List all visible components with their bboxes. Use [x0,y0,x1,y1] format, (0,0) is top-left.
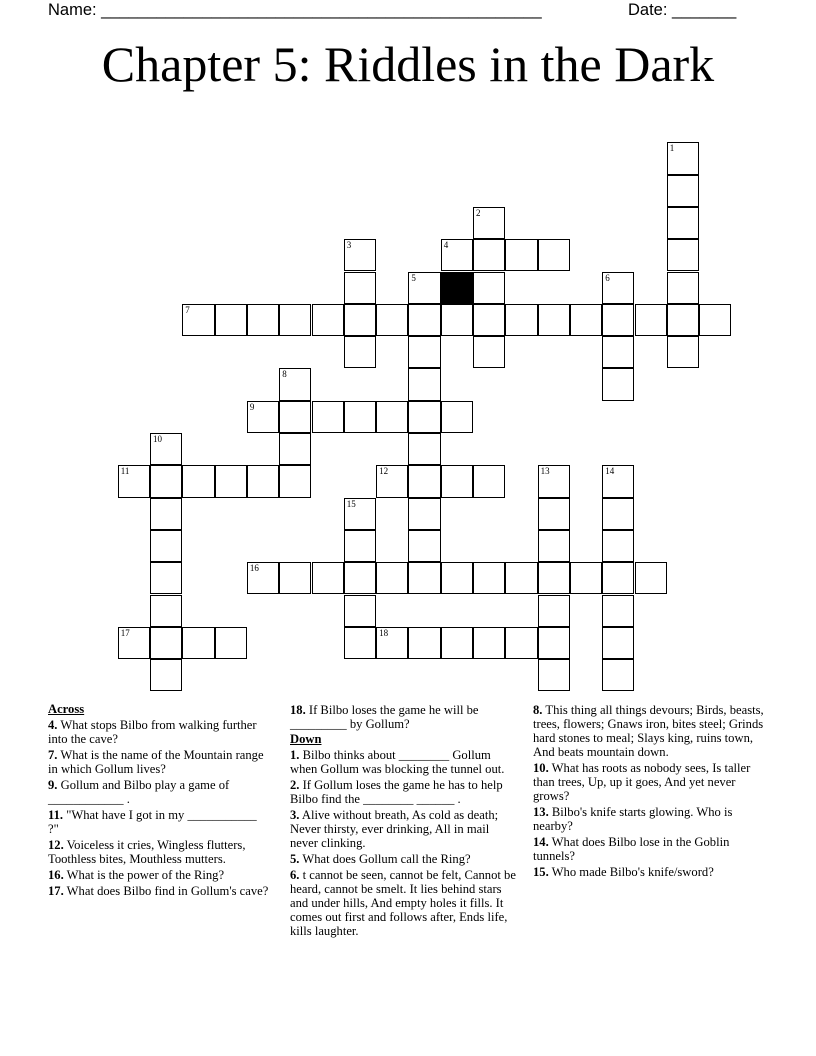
clue-item-number: 4. [48,718,58,732]
crossword-cell[interactable] [182,465,214,497]
crossword-cell[interactable] [602,562,634,594]
across-clue-list [48,718,270,898]
clue-number: 4 [443,240,449,251]
crossword-cell[interactable] [279,433,311,465]
clue-item-text: What stops Bilbo from walking further into the cave? [48,718,257,746]
crossword-cell[interactable] [667,304,699,336]
crossword-cell[interactable] [150,562,182,594]
clue-item-number: 8. [533,703,543,717]
date-field-label: Date: _______ [628,1,737,19]
clue-item-text: What does Gollum call the Ring? [299,852,471,866]
down-heading: Down [290,732,322,746]
clue-item-text: What is the power of the Ring? [63,868,225,882]
clue-item-number: 17. [48,884,64,898]
clue-item [48,884,270,898]
clue-item-text: If Gollum loses the game he has to help Bilbo find the ________ ______ . [290,778,503,806]
crossword-cell[interactable] [344,530,376,562]
crossword-cell[interactable] [279,562,311,594]
clue-number: 5 [411,272,416,283]
clue-item-text: Gollum and Bilbo play a game of ____________ . [48,778,230,806]
clue-number: 6 [605,272,610,283]
clue-item-number: 14. [533,835,549,849]
page-title: Chapter 5: Riddles in the Dark [101,36,715,92]
clue-item [290,808,520,850]
crossword-cell[interactable] [473,465,505,497]
crossword-cell[interactable] [408,627,440,659]
clue-item [533,865,773,879]
clue-number: 12 [379,466,389,477]
crossword-cell[interactable] [602,627,634,659]
clue-item-number: 13. [533,805,549,819]
crossword-cell[interactable] [150,659,182,691]
crossword-cell[interactable] [441,401,473,433]
clue-item [533,761,773,803]
clue-item [533,703,773,759]
crossword-block-cell [441,272,473,304]
crossword-cell[interactable] [247,304,279,336]
crossword-cell[interactable] [344,627,376,659]
crossword-cell[interactable] [408,498,440,530]
down-clue-list-continued [533,703,773,879]
crossword-cell[interactable] [215,627,247,659]
clue-item [533,835,773,863]
clue-number: 8 [282,369,287,380]
crossword-cell[interactable] [344,401,376,433]
crossword-cell[interactable] [150,595,182,627]
crossword-cell[interactable] [667,175,699,207]
crossword-cell[interactable] [538,627,570,659]
crossword-cell[interactable] [505,627,537,659]
clue-item-text: Bilbo's knife starts glowing. Who is nearby? [533,805,733,833]
crossword-cell[interactable] [279,304,311,336]
crossword-cell[interactable] [570,304,602,336]
crossword-cell[interactable] [699,304,731,336]
crossword-cell[interactable] [247,401,279,433]
crossword-cell[interactable] [376,304,408,336]
clue-item-text: What does Bilbo lose in the Goblin tunnels? [533,835,730,863]
clue-number: 3 [346,240,352,251]
crossword-cell[interactable] [279,401,311,433]
crossword-cell[interactable] [376,401,408,433]
crossword-cell[interactable] [408,368,440,400]
crossword-cell[interactable] [441,304,473,336]
clue-item-text: What is the name of the Mountain range in which Gollum lives? [48,748,264,776]
crossword-cell[interactable] [441,627,473,659]
crossword-cell[interactable] [441,562,473,594]
crossword-cell[interactable] [538,239,570,271]
clue-item-number: 5. [290,852,300,866]
crossword-cell[interactable] [505,304,537,336]
crossword-cell[interactable] [408,336,440,368]
crossword-cell[interactable] [602,498,634,530]
crossword-cell[interactable] [602,368,634,400]
clue-item-text: What has roots as nobody sees, Is taller than trees, Up, up it goes, And yet never grows? [533,761,751,803]
clue-item [48,808,270,836]
clue-item-text: t cannot be seen, cannot be felt, Cannot be heard, cannot be smelt. It lies behind stars and under hills, And empty holes it fills. It comes out first and follows after, Ends life, kills laughter. [290,868,516,938]
crossword-cell[interactable] [538,530,570,562]
crossword-cell[interactable] [312,304,344,336]
crossword-cell[interactable] [538,659,570,691]
crossword-cell[interactable] [344,272,376,304]
crossword-cell[interactable] [473,627,505,659]
crossword-cell[interactable] [635,562,667,594]
clue-number: 11 [120,466,130,477]
crossword-cell[interactable] [376,562,408,594]
clue-item-number: 3. [290,808,300,822]
clue-item-number: 6. [290,868,300,882]
crossword-cell[interactable] [247,465,279,497]
clue-number: 10 [153,434,162,444]
crossword-cell[interactable] [538,465,570,497]
crossword-cell[interactable] [473,304,505,336]
clue-item-number: 10. [533,761,549,775]
clue-number: 16 [249,563,259,574]
crossword-cell[interactable] [312,401,344,433]
crossword-cell[interactable] [344,304,376,336]
crossword-cell[interactable] [473,272,505,304]
clue-item [48,778,270,806]
crossword-cell[interactable] [150,465,182,497]
crossword-cell[interactable] [247,562,279,594]
clue-item-number: 12. [48,838,64,852]
crossword-cell[interactable] [150,530,182,562]
clue-item-text: This thing all things devours; Birds, beasts, trees, flowers; Gnaws iron, bites steel; Grinds hard stones to meal; Slays king, ruins town, And beats mountain down. [533,703,764,759]
crossword-cell[interactable] [150,498,182,530]
crossword-cell[interactable] [408,401,440,433]
crossword-cell[interactable] [667,142,699,174]
clue-item-number: 11. [48,808,64,822]
crossword-cell[interactable] [118,627,150,659]
clue-item-text: Alive without breath, As cold as death; Never thirsty, ever drinking, All in mail never clinking. [290,808,499,850]
crossword-cell[interactable] [538,595,570,627]
crossword-cell[interactable] [408,272,440,304]
crossword-cell[interactable] [150,627,182,659]
clue-item [290,868,520,938]
crossword-cell[interactable] [505,239,537,271]
clue-item-number: 15. [533,865,549,879]
crossword-cell[interactable] [667,207,699,239]
crossword-cell[interactable] [182,627,214,659]
clue-item [290,748,520,776]
clue-number: 18 [379,627,389,638]
crossword-cell[interactable] [602,465,634,497]
crossword-cell[interactable] [118,465,150,497]
clue-number: 15 [346,498,356,509]
clue-item-number: 9. [48,778,58,792]
clue-item [533,805,773,833]
crossword-cell[interactable] [408,562,440,594]
crossword-cell[interactable] [538,304,570,336]
clues-column-3 [533,701,773,879]
crossword-cell[interactable] [344,498,376,530]
clue-item-text: What does Bilbo find in Gollum's cave? [63,884,269,898]
crossword-cell[interactable] [408,304,440,336]
name-field-label: Name: ________________________________________________ [48,1,542,19]
crossword-cell[interactable] [279,368,311,400]
crossword-cell[interactable] [182,304,214,336]
clue-item [48,748,270,776]
clue-item-number: 16. [48,868,64,882]
crossword-cell[interactable] [150,433,182,465]
clue-item [48,838,270,866]
clues-column-2 [290,701,520,938]
crossword-cell[interactable] [376,627,408,659]
crossword-cell[interactable] [473,336,505,368]
clues-column-1 [48,701,270,898]
clue-item-number: 1. [290,748,300,762]
crossword-cell[interactable] [344,239,376,271]
across-clue-list-continued [290,703,520,731]
crossword-cell[interactable] [667,272,699,304]
crossword-cell[interactable] [408,465,440,497]
clue-item [48,718,270,746]
clue-item [290,778,520,806]
crossword-cell[interactable] [667,239,699,271]
crossword-cell[interactable] [376,465,408,497]
crossword-cell[interactable] [344,595,376,627]
clue-number: 14 [605,466,615,477]
crossword-cell[interactable] [505,562,537,594]
crossword-cell[interactable] [279,465,311,497]
across-heading: Across [48,702,85,716]
crossword-cell[interactable] [344,562,376,594]
crossword-cell[interactable] [602,304,634,336]
crossword-cell[interactable] [602,272,634,304]
crossword-cell[interactable] [441,239,473,271]
clue-number: 17 [120,627,130,638]
clue-number: 1 [669,143,675,154]
clue-item-text: Voiceless it cries, Wingless flutters, Toothless bites, Mouthless mutters. [48,838,246,866]
clue-item-number: 7. [48,748,58,762]
down-clue-list [290,748,520,938]
clue-item [48,868,270,882]
crossword-cell[interactable] [602,595,634,627]
crossword-cell[interactable] [602,659,634,691]
crossword-cell[interactable] [473,562,505,594]
crossword-cell[interactable] [635,304,667,336]
crossword-cell[interactable] [538,498,570,530]
crossword-cell[interactable] [473,207,505,239]
clue-item-number: 2. [290,778,300,792]
crossword-cell[interactable] [570,562,602,594]
clue-item-text: If Bilbo loses the game he will be _________ by Gollum? [290,703,479,731]
clue-item-text: Who made Bilbo's knife/sword? [548,865,714,879]
crossword-cell[interactable] [602,336,634,368]
clue-item-number: 18. [290,703,306,717]
crossword-cell[interactable] [473,239,505,271]
clue-item [290,852,520,866]
clue-number: 13 [540,466,550,477]
clue-number: 9 [249,401,255,412]
crossword-cell[interactable] [602,530,634,562]
crossword-cell[interactable] [215,465,247,497]
crossword-cell[interactable] [441,465,473,497]
clue-number: 7 [185,304,190,315]
clue-item-text: "What have I got in my ___________ ?" [48,808,257,836]
crossword-cell[interactable] [344,336,376,368]
crossword-cell[interactable] [408,530,440,562]
clue-item [290,703,520,731]
crossword-cell[interactable] [667,336,699,368]
clue-number: 2 [476,207,481,218]
crossword-cell[interactable] [312,562,344,594]
clue-item-text: Bilbo thinks about ________ Gollum when Gollum was blocking the tunnel out. [290,748,505,776]
crossword-cell[interactable] [215,304,247,336]
crossword-cell[interactable] [538,562,570,594]
crossword-cell[interactable] [408,433,440,465]
